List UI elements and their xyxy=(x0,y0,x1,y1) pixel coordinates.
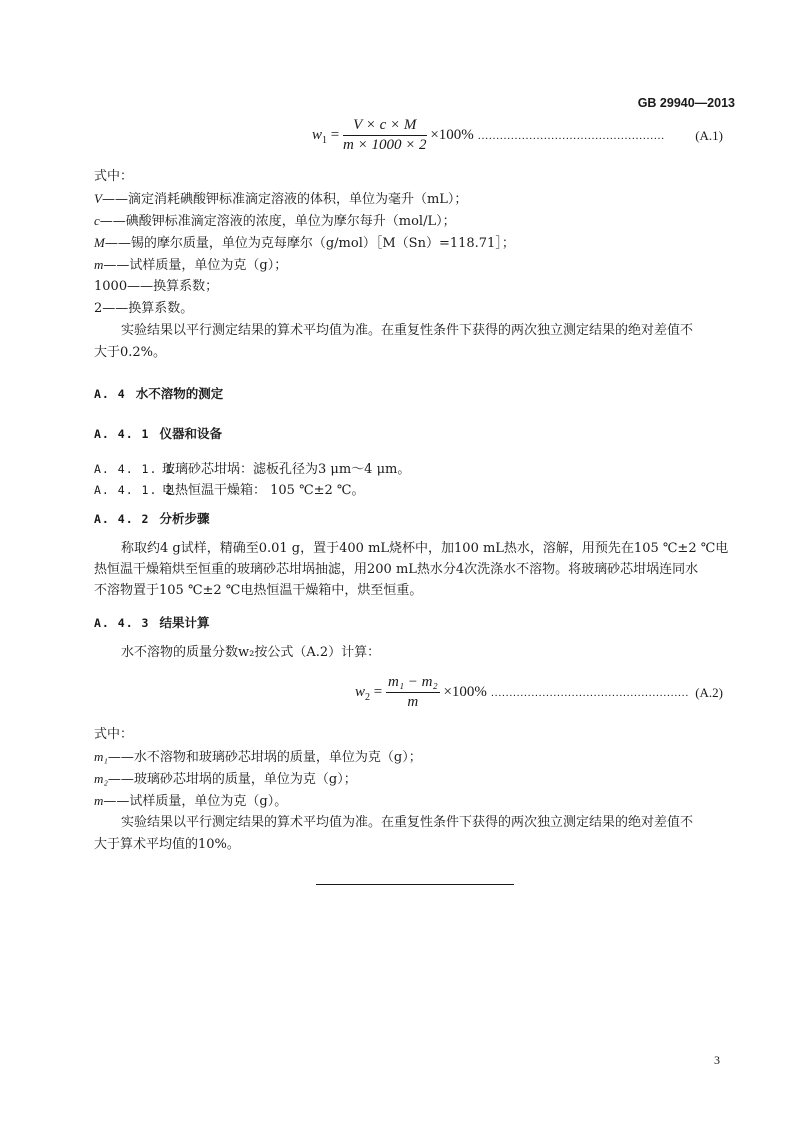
section-a4-heading: A. 4 水不溶物的测定 xyxy=(94,387,224,401)
where-a2-item: m——试样质量，单位为克（g）。 xyxy=(94,793,288,809)
procedure-line-1: 称取约4 g试样，精确至0.01 g，置于400 mL烧杯中，加100 mL热水，溶解，用预先在105 ℃±2 ℃电 xyxy=(121,541,729,556)
formula-a1-denominator: m × 1000 × 2 xyxy=(342,137,427,153)
page-number: 3 xyxy=(714,1053,720,1067)
result-statement-a1: 实验结果以平行测定结果的算术平均值为准。在重复性条件下获得的两次独立测定结果的绝对差值不 xyxy=(121,323,694,338)
formula-a1-lhs: $w_1$ xyxy=(312,126,328,146)
formula-a1-number: (A.1) xyxy=(695,128,723,143)
formula-a1-dots: …………………………………………… xyxy=(477,129,665,142)
item-a411: A. 4. 1. 1玻璃砂芯坩埚：滤板孔径为3 μm～4 μm。 xyxy=(94,462,411,477)
formula-a2-number: (A.2) xyxy=(695,685,723,700)
procedure-line-3: 不溶物置于105 ℃±2 ℃电热恒温干燥箱中，烘至恒重。 xyxy=(94,583,423,598)
calc-intro: 水不溶物的质量分数w₂按公式（A.2）计算： xyxy=(121,645,381,660)
where-a1-item: M——锡的摩尔质量，单位为克每摩尔（g/mol）［M（Sn）=118.71］； xyxy=(94,235,515,251)
where-a1-item: 1000——换算系数； xyxy=(94,279,219,294)
formula-a1-multiplier: ×100% xyxy=(430,126,474,143)
where-a2-item: m₂——玻璃砂芯坩埚的质量，单位为克（g）； xyxy=(94,771,357,787)
formula-a2-numerator: m₁ − m₂ xyxy=(386,674,440,693)
formula-a2-denominator: m xyxy=(407,694,419,710)
formula-a2-lhs: $w_2$ xyxy=(355,683,371,703)
result-statement-a2: 实验结果以平行测定结果的算术平均值为准。在重复性条件下获得的两次独立测定结果的绝对差值不 xyxy=(121,815,694,830)
result-statement-a2-cont: 大于算术平均值的10%。 xyxy=(94,837,240,852)
where-a1-intro: 式中： xyxy=(94,169,134,184)
end-of-standard-rule xyxy=(316,884,514,885)
section-a41-heading: A. 4. 1 仪器和设备 xyxy=(94,427,222,441)
where-a1-item: V——滴定消耗碘酸钾标准滴定溶液的体积，单位为毫升（mL）； xyxy=(94,191,468,207)
formula-a1: $w_1$ = $\frac{V \times c \times M}{m \times 1000 \times 2}$ ×100% …………………………………………… xyxy=(312,117,665,153)
formula-a2: $w_2$ = $\frac{\text{m₁ − m₂}}{m}$ ×100% ……………………………………………… xyxy=(355,674,689,710)
where-a1-item: m——试样质量，单位为克（g）； xyxy=(94,257,288,273)
section-a42-heading: A. 4. 2 分析步骤 xyxy=(94,512,210,526)
where-a1-item: 2——换算系数。 xyxy=(94,301,194,316)
item-a412: A. 4. 1. 2电热恒温干燥箱： 105 ℃±2 ℃。 xyxy=(94,483,365,498)
procedure-line-2: 热恒温干燥箱烘至恒重的玻璃砂芯坩埚抽滤，用200 mL热水分4次洗涤水不溶物。将玻璃砂芯坩埚连同水 xyxy=(94,562,699,577)
where-a2-intro: 式中： xyxy=(94,727,134,742)
formula-a1-fraction xyxy=(343,117,427,154)
formula-a2-dots: ……………………………………………… xyxy=(490,686,689,699)
where-a1-item: c——碘酸钾标准滴定溶液的浓度，单位为摩尔每升（mol/L）； xyxy=(94,213,456,229)
where-a2-item: m₁——水不溶物和玻璃砂芯坩埚的质量，单位为克（g）； xyxy=(94,749,422,765)
formula-a1-numerator: V × c × M xyxy=(343,117,427,136)
formula-a2-fraction xyxy=(386,674,440,711)
result-statement-a1-cont: 大于0.2%。 xyxy=(94,345,167,360)
section-a43-heading: A. 4. 3 结果计算 xyxy=(94,616,210,630)
formula-a2-multiplier: ×100% xyxy=(443,683,487,700)
standard-number: GB 29940—2013 xyxy=(637,96,735,110)
